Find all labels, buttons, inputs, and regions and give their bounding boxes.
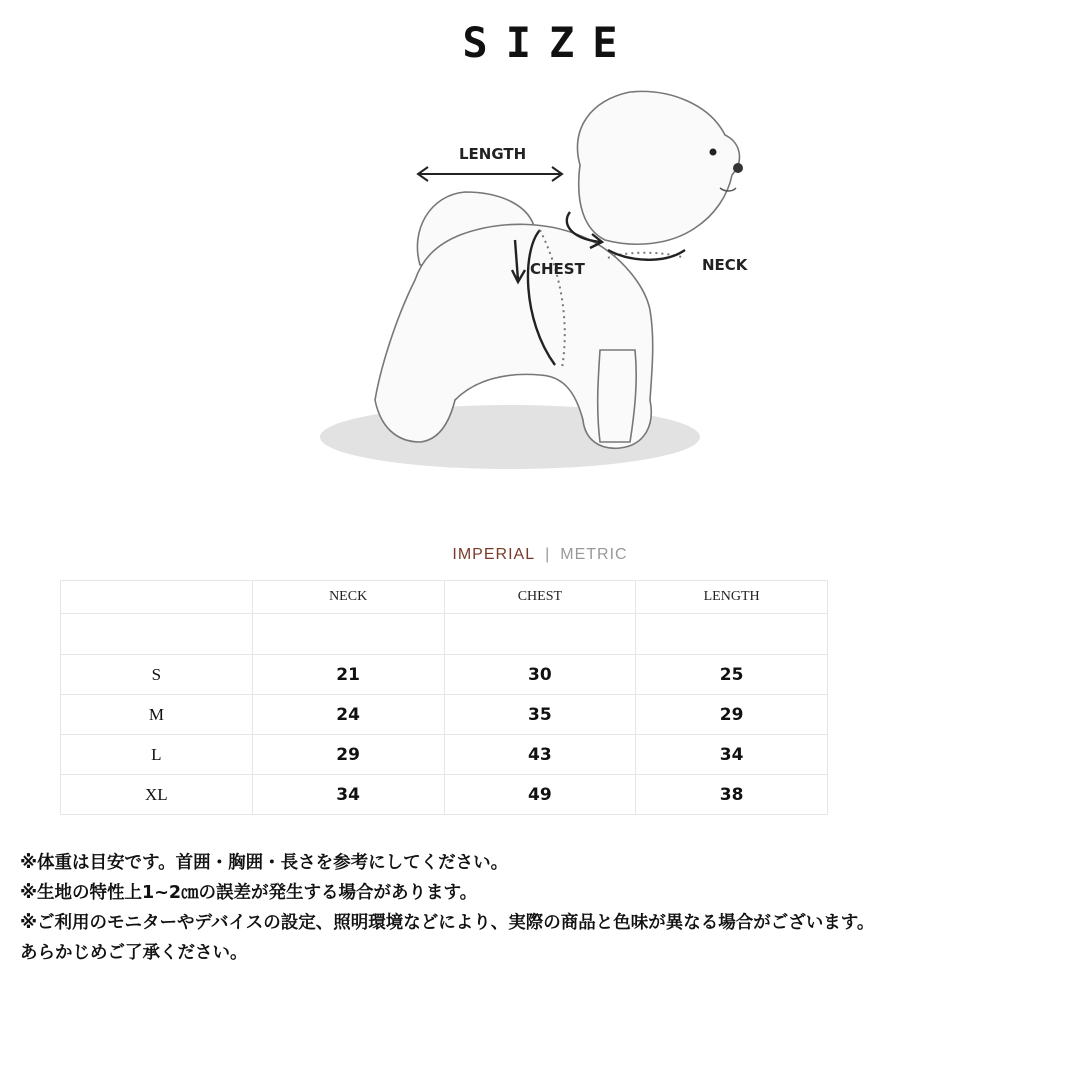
dog-measurement-illustration <box>300 80 780 480</box>
table-row <box>61 735 828 775</box>
neck-cell: 29 <box>252 735 444 775</box>
unit-metric-tab[interactable]: METRIC <box>560 546 628 563</box>
table-row <box>61 775 828 815</box>
chest-cell: 43 <box>444 735 636 775</box>
length-cell: 34 <box>636 735 828 775</box>
table-spacer-row <box>61 614 828 655</box>
neck-cell: 34 <box>252 775 444 815</box>
table-row <box>61 655 828 695</box>
note-line: ※体重は目安です。首囲・胸囲・長さを参考にしてください。 <box>20 853 509 873</box>
unit-imperial-tab[interactable]: IMPERIAL <box>452 546 536 563</box>
length-cell: 25 <box>636 655 828 695</box>
size-cell: XL <box>61 775 253 815</box>
neck-label: NECK <box>702 256 748 274</box>
chest-cell: 35 <box>444 695 636 735</box>
header-length: LENGTH <box>636 581 828 614</box>
page-title: SIZE <box>462 18 636 67</box>
dog-eye <box>710 149 717 156</box>
length-arrow <box>418 167 562 181</box>
size-cell: L <box>61 735 253 775</box>
dog-nose <box>733 163 743 173</box>
table-header-row <box>61 581 828 614</box>
table-row <box>61 695 828 735</box>
size-notes <box>20 848 1070 968</box>
note-line: ※生地の特性上1~2㎝の誤差が発生する場合があります。 <box>20 883 478 903</box>
dog-head <box>577 91 739 244</box>
note-line: ※ご利用のモニターやデバイスの設定、照明環境などにより、実際の商品と色味が異なる場合がございます。 <box>20 913 875 933</box>
chest-label: CHEST <box>530 260 585 278</box>
header-chest: CHEST <box>444 581 636 614</box>
note-line: あらかじめご了承ください。 <box>20 943 248 963</box>
chest-cell: 49 <box>444 775 636 815</box>
unit-separator: | <box>545 546 551 563</box>
dog-front-leg <box>598 350 637 442</box>
chest-cell: 30 <box>444 655 636 695</box>
neck-cell: 21 <box>252 655 444 695</box>
length-cell: 38 <box>636 775 828 815</box>
neck-curve <box>608 250 685 260</box>
length-label: LENGTH <box>459 145 527 163</box>
header-size <box>61 581 253 614</box>
header-neck: NECK <box>252 581 444 614</box>
size-cell: S <box>61 655 253 695</box>
length-cell: 29 <box>636 695 828 735</box>
size-cell: M <box>61 695 253 735</box>
neck-cell: 24 <box>252 695 444 735</box>
unit-toggle <box>0 546 1080 564</box>
size-table <box>60 580 828 815</box>
